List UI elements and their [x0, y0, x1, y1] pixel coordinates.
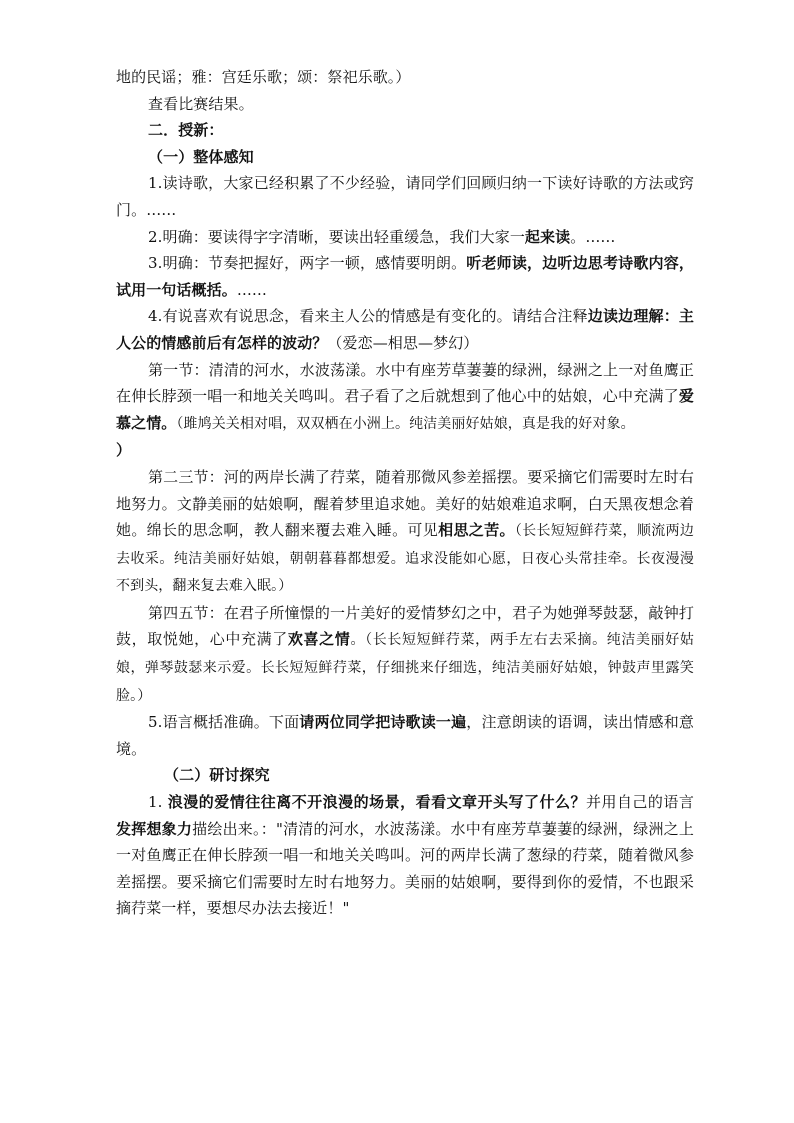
subsection-heading-discussion: （二）研讨探究 — [164, 766, 270, 785]
verse-section-1: 第一节：清清的河水，水波荡漾。水中有座芳草萋萋的绿洲，绿洲之上一对鱼鹰正在伸长脖颈一唱一和地关关鸣叫。君子看了之后就想到了他心中的姑娘，心中充满了爱慕之情。（雎鸠关关相对唱，双双栖在小洲上。纯洁美丽好姑娘，真是我的好对象。 ） — [116, 360, 694, 460]
paragraph-classics-note: 地的民谣；雅：宫廷乐歌；颂：祭祀乐歌。） — [116, 68, 411, 86]
paragraph-check-results: 查看比赛结果。 — [148, 94, 254, 113]
step-5: 5.语言概括准确。下面请两位同学把诗歌读一遍，注意朗读的语调，读出情感和意境。 — [116, 713, 694, 758]
discussion-item-1: 1. 浪漫的爱情往往离不开浪漫的场景，看看文章开头写了什么？并用自己的语言发挥想象力描绘出来。："清清的河水，水波荡漾。水中有座芳草萋萋的绿洲，绿洲之上一对鱼鹰正在伸长脖颈一唱一和地关关鸣叫。河的两岸长满了葱绿的荇菜，随着微风参差摇摆。要采摘它们需要时左时右地努力。美丽的姑娘啊，要得到你的爱情，不也跟采摘荇菜一样，要想尽办法去接近！" — [116, 793, 694, 918]
verse-section-2-3: 第二三节：河的两岸长满了荇菜，随着那微风参差摇摆。要采摘它们需要时左时右地努力。文静美丽的姑娘啊，醒着梦里追求她。美好的姑娘难追求啊，白天黑夜想念着她。绵长的思念啊，教人翻来覆去难入睡。可见相思之苦。（长长短短鲜荇菜，顺流两边去收采。纯洁美丽好姑娘，朝朝暮暮都想爱。追求没能如心愿，日夜心头常挂牵。长夜漫漫不到头，翻来复去难入眠。） — [116, 467, 694, 595]
subsection-heading-overall-perception: （一）整体感知 — [148, 147, 254, 166]
page-content — [116, 64, 694, 922]
verse-section-4-5: 第四五节：在君子所憧憬的一片美好的爱情梦幻之中，君子为她弹琴鼓瑟，敲钟打鼓，取悦她，心中充满了欢喜之情。（长长短短鲜荇菜，两手左右去采摘。纯洁美丽好姑娘，弹琴鼓瑟来示爱。长长短短鲜荇菜，仔细挑来仔细选，纯洁美丽好姑娘，钟鼓声里露笑脸。） — [116, 603, 694, 704]
section-heading-teach-new: 二．授新： — [148, 121, 224, 140]
step-1: 1.读诗歌，大家已经积累了不少经验，请同学们回顾归纳一下读好诗歌的方法或窍门。…… — [116, 174, 694, 219]
step-4: 4.有说喜欢有说思念，看来主人公的情感是有变化的。请结合注释边读边理解：主人公的情感前后有怎样的波动？（爱恋—相思—梦幻） — [116, 307, 694, 352]
step-3: 3.明确：节奏把握好，两字一顿，感情要明朗。听老师读，边听边思考诗歌内容，试用一句话概括。…… — [116, 254, 694, 299]
step-2: 2.明确：要读得字字清晰，要读出轻重缓急，我们大家一起来读。…… — [148, 227, 616, 246]
